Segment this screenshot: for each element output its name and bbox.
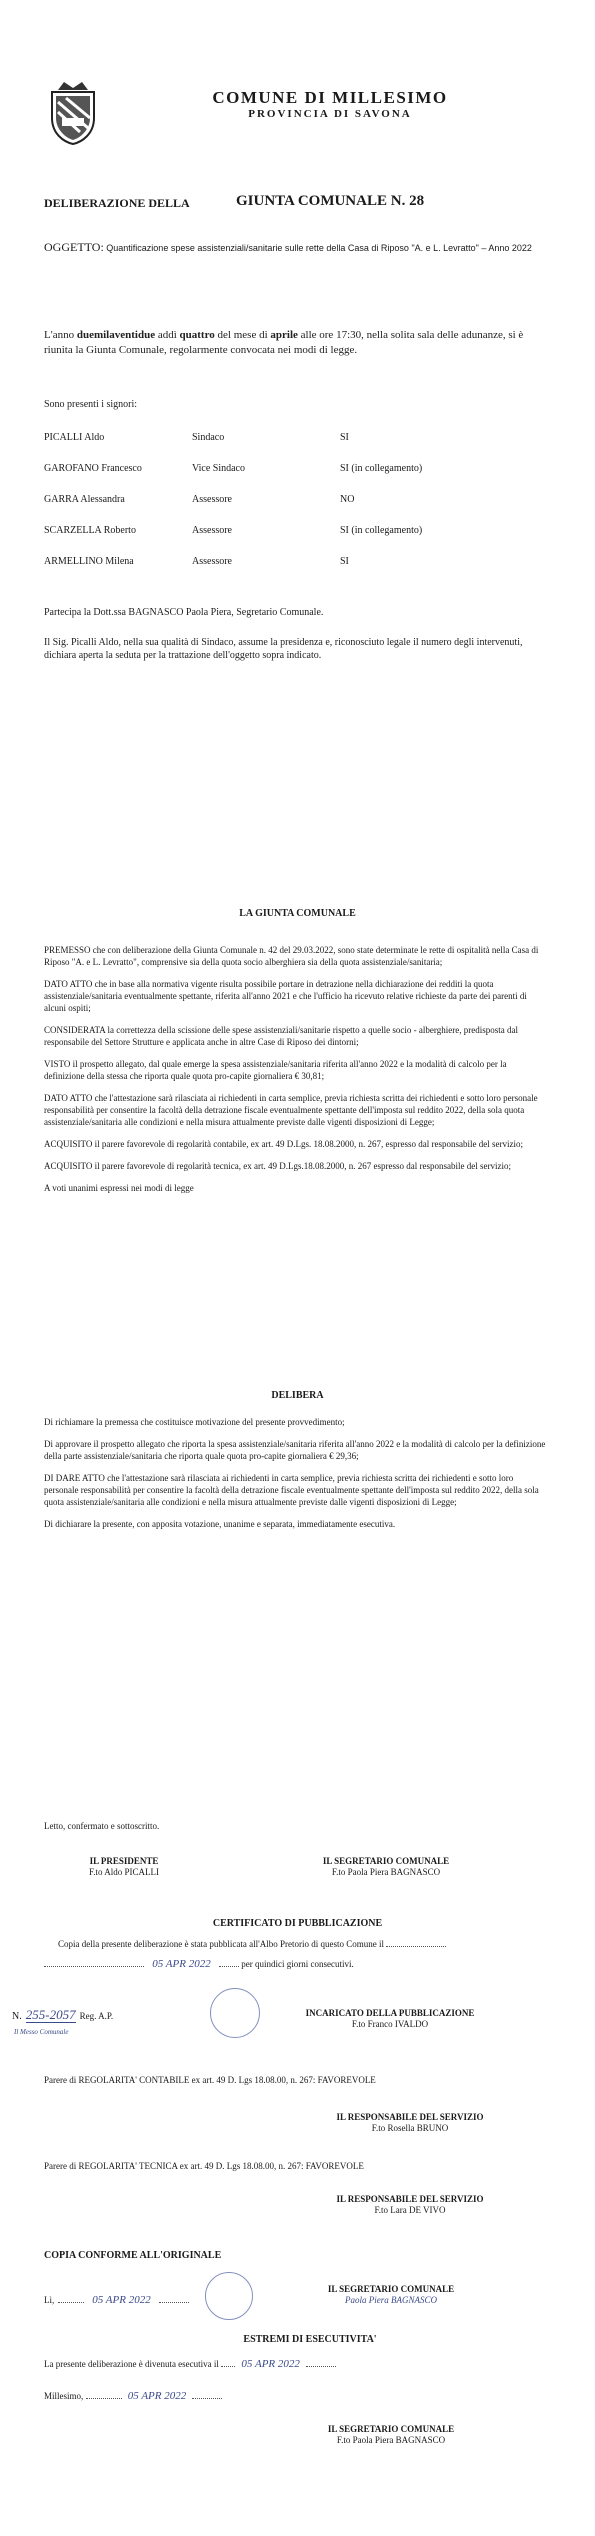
letto-text: Letto, confermato e sottoscritto. [44,1821,160,1831]
copia-title: COPIA CONFORME ALL'ORIGINALE [44,2250,222,2261]
dispositivo-section [44,1416,548,1540]
presidenza-text: Il Sig. Picalli Aldo, nella sua qualità di Sindaco, assume la presidenza e, riconosciuto legale il numero degli intervenuti, dichiara aperta la seduta per la trattazione dell'oggetto sopra indicato. [44,637,523,661]
delibera-title-right: GIUNTA COMUNALE N. 28 [236,193,425,209]
premessa-5: DATO ATTO che l'attestazione sarà rilasciata ai richiedenti in carta semplice, previa richiesta scritta dei richiedenti e sotto loro personale responsabilità per consentire la facoltà della detrazione fiscale eventualmente spettante dell'imposta sul reddito 2022, della sola quota assistenziale/sanitaria alle condizioni e nella misura attualmente previste dalle vigenti disposizioni di Legge; [44,1093,538,1127]
premessa-6: ACQUISITO il parere favorevole di regolarità contabile, ex art. 49 D.Lgs. 18.08.2000, n. 267, espresso dal responsabile del servizio; [44,1139,523,1149]
oggetto-text: Quantificazione spese assistenziali/sanitarie sulle rette della Casa di Riposo "A. e L. Levratto" – Anno 2022 [106,243,532,253]
esecutivita-segretario-name: F.to Paola Piera BAGNASCO [336,2435,446,2445]
parere-contabile: Parere di REGOLARITA' CONTABILE ex art. 49 D. Lgs 18.08.00, n. 267: FAVOREVOLE [44,2075,376,2085]
table-row: ARMELLINO Milena Assessore SI [44,556,349,567]
segretario-name: F.to Paola Piera BAGNASCO [331,1867,441,1877]
provincia-name: PROVINCIA DI SAVONA [248,108,412,120]
incaricato-block [270,2008,510,2030]
premessa-3: CONSIDERATA la correttezza della scissione delle spese assistenziali/sanitarie rispetto a quelle socio - alberghiere, predisposta dal responsabile del Settore Strutture e applicata anche in altre Case di Riposo dei dintorni; [44,1025,518,1047]
official-seal-icon [210,1988,260,2038]
premesse-section [44,944,548,1204]
reg-number-line: N. 255-2057 Reg. A.P. [12,2007,114,2022]
esecutivita-segretario-block [276,2424,506,2446]
resp-title-1: IL RESPONSABILE DEL SERVIZIO [336,2112,484,2122]
oggetto [44,240,544,256]
esecutivita-stamp-date: 05 APR 2022 [241,2358,300,2370]
official-seal-icon [205,2272,253,2320]
esecutivita-text: La presente deliberazione è divenuta esecutiva il 05 APR 2022 [44,2358,564,2370]
delibera-heading: DELIBERA [271,1390,324,1401]
premessa-1: PREMESSO che con deliberazione della Giunta Comunale n. 42 del 29.03.2022, sono state determinate le rette di ospitalità nella Casa di Riposo "A. e L. Levratto", comprensive sia della quota socio alberghiera sia della quota assistenziale/sanitaria; [44,945,539,967]
copia-segretario-name: Paola Piera BAGNASCO [345,2295,437,2305]
dispositivo-2: Di approvare il prospetto allegato che riporta la spesa assistenziale/sanitaria riferita all'anno 2022 e la modalità di calcolo per la definizione della parte assistenziale/sanitaria che riporta quale quota pro-capite giornaliera € 29,36; [44,1439,546,1461]
resp-name-2: F.to Lara DE VIVO [374,2205,446,2215]
reg-label: Reg. A.P. [79,2011,114,2021]
presidente-name: F.to Aldo PICALLI [88,1867,160,1877]
copia-stamp-date: 05 APR 2022 [92,2294,151,2306]
segretario-block [276,1856,496,1878]
resp-title-2: IL RESPONSABILE DEL SERVIZIO [336,2194,484,2204]
copia-segretario-block [276,2284,506,2306]
copia-segretario-title: IL SEGRETARIO COMUNALE [327,2284,455,2294]
parere-tecnica: Parere di REGOLARITA' TECNICA ex art. 49 D. Lgs 18.08.00, n. 267: FAVOREVOLE [44,2161,364,2171]
dispositivo-4: Di dichiarare la presente, con apposita votazione, unanime e separata, immediatamente esecutiva. [44,1519,396,1529]
pubblicazione-text: Copia della presente deliberazione è stata pubblicata all'Albo Pretorio di questo Comune il [58,1938,558,1950]
messo-label: Il Messo Comunale [14,2028,69,2036]
segretario-title: IL SEGRETARIO COMUNALE [322,1856,450,1866]
table-row: GARRA Alessandra Assessore NO [44,494,355,505]
partecipa-text: Partecipa la Dott.ssa BAGNASCO Paola Piera, Segretario Comunale. [44,607,324,618]
delibera-title-left: DELIBERAZIONE DELLA [44,196,190,210]
millesimo-line: Millesimo, 05 APR 2022 [44,2390,304,2402]
resp-name-1: F.to Rosella BRUNO [371,2123,449,2133]
table-row: GAROFANO Francesco Vice Sindaco SI (in collegamento) [44,463,423,474]
premessa-7: ACQUISITO il parere favorevole di regolarità tecnica, ex art. 49 D.Lgs.18.08.2000, n. 267 espresso dal responsabile del servizio; [44,1161,511,1171]
comune-name: COMUNE DI MILLESIMO [212,88,448,107]
resp-block-2 [290,2194,530,2216]
premessa-8: A voti unanimi espressi nei modi di legge [44,1183,194,1193]
presidente-title: IL PRESIDENTE [89,1856,159,1866]
presenti-label: Sono presenti i signori: [44,399,138,410]
table-row: PICALLI Aldo Sindaco SI [44,432,349,443]
millesimo-stamp-date: 05 APR 2022 [127,2390,187,2402]
oggetto-label: OGGETTO: [44,240,104,254]
incaricato-name: F.to Franco IVALDO [351,2019,429,2029]
incaricato-title: INCARICATO DELLA PUBBLICAZIONE [305,2008,475,2018]
pubblicazione-stamp-date: 05 APR 2022 [152,1958,211,1970]
resp-block-1 [290,2112,530,2134]
table-row: SCARZELLA Roberto Assessore SI (in collegamento) [44,525,423,536]
coat-of-arms [44,78,102,146]
premessa-4: VISTO il prospetto allegato, dal quale emerge la spesa assistenziale/sanitaria riferita all'anno 2022 e la modalità di calcolo per la definizione della stessa che riporta quale quota pro-capite giornaliera € 30,81; [44,1059,507,1081]
dispositivo-1: Di richiamare la premessa che costituisce motivazione del presente provvedimento; [44,1417,345,1427]
reg-number: 255-2057 [25,2007,76,2022]
pubblicazione-title: CERTIFICATO DI PUBBLICAZIONE [212,1918,383,1929]
pubblicazione-text-2: 05 APR 2022 per quindici giorni consecutivi. [44,1958,544,1970]
copia-date-line: Lì, 05 APR 2022 [44,2290,244,2308]
intro-paragraph: L'anno duemilaventidue addì quattro del mese di aprile alle ore 17:30, nella solita sala delle adunanze, si è riunita la Giunta Comunale, regolarmente convocata nei modi di legge. [44,329,524,356]
esecutivita-segretario-title: IL SEGRETARIO COMUNALE [327,2424,455,2434]
dispositivo-3: DI DARE ATTO che l'attestazione sarà rilasciata ai richiedenti in carta semplice, previa richiesta scritta dei richiedenti e sotto loro personale responsabilità per consentire la facoltà della detrazione fiscale eventualmente spettante dell'imposta sul reddito 2022, della sola quota assistenziale/sanitaria alle condizioni e nella misura attualmente previste dalle vigenti disposizioni di Legge; [44,1473,539,1507]
premessa-2: DATO ATTO che in base alla normativa vigente risulta possibile portare in detrazione nella dichiarazione dei redditi la quota assistenziale/sanitaria eventualmente spettante, riferita all'anno 2021 e che l'ufficio ha ricevuto relative richieste da parte dei parenti di alcuni ospiti; [44,979,527,1013]
esecutivita-title: ESTREMI DI ESECUTIVITA' [243,2334,377,2345]
giunta-title: LA GIUNTA COMUNALE [239,908,356,919]
presidente-block [44,1856,204,1878]
